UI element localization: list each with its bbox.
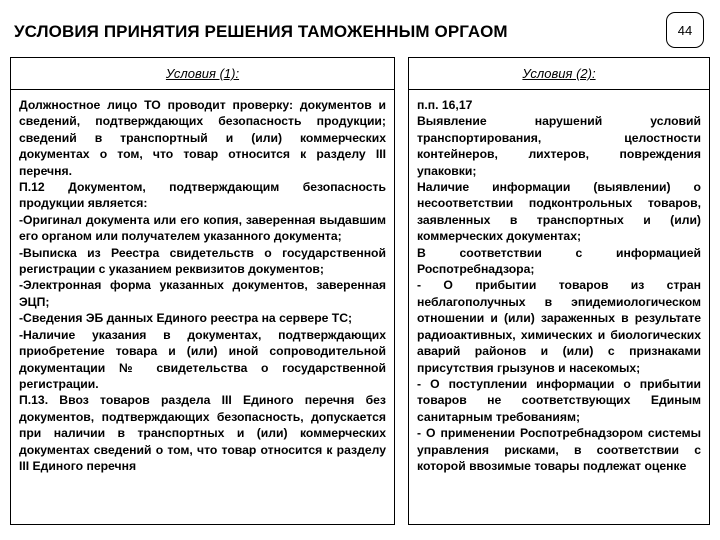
conditions-1-heading: Условия (1): bbox=[11, 58, 394, 90]
paragraph: В соответствии с информацией Роспотребнадзора; bbox=[417, 245, 701, 277]
paragraph: Выявление нарушений условий транспортирования, целостности контейнеров, лихтеров, повреждения упаковки; bbox=[417, 114, 701, 178]
paragraph: Должностное лицо ТО проводит проверку: документов и сведений, подтверждающих безопасность продукции; сведений в транспортный и (или) коммерческих документах о том, что товар относится к разделу III перечня. bbox=[19, 98, 386, 178]
paragraph: п.п. 16,17 bbox=[417, 98, 473, 112]
conditions-1-panel bbox=[10, 57, 395, 525]
paragraph: -Оригинал документа или его копия, заверенная выдавшим его органом или получателем указанного документа; bbox=[19, 212, 386, 244]
paragraph: -Наличие указания в документах, подтверждающих приобретение товара и (или) иной сопроводительной документации № свидетельства о государственной регистрации. bbox=[19, 327, 386, 391]
slide-number-badge bbox=[666, 12, 704, 48]
slide-number: 44 bbox=[677, 22, 693, 38]
conditions-2-panel bbox=[408, 57, 710, 525]
paragraph: -Электронная форма указанных документов, заверенная ЭЦП; bbox=[19, 278, 386, 309]
conditions-1-body bbox=[19, 97, 386, 474]
paragraph: П.12 Документом, подтверждающим безопасность продукции является: bbox=[19, 180, 386, 211]
paragraph: -Выписка из Реестра свидетельств о государственной регистрации с указанием реквизитов документов; bbox=[19, 245, 386, 277]
paragraph: П.13. Ввоз товаров раздела III Единого перечня без документов, подтверждающих безопасность, допускается при наличии в транспортных и (или) коммерческих документах сведений о том, что товар относится к разделу III Единого перечня bbox=[19, 393, 386, 473]
page-title: УСЛОВИЯ ПРИНЯТИЯ РЕШЕНИЯ ТАМОЖЕННЫМ ОРГАОМ bbox=[14, 22, 508, 41]
paragraph: Наличие информации (выявлении) о несоответствии подконтрольных товаров, заявленных в транспортных и (или) коммерческих документах; bbox=[417, 180, 701, 244]
conditions-2-heading: Условия (2): bbox=[409, 58, 709, 90]
paragraph: - О применении Роспотребнадзором системы управления рисками, в соответствии с которой ввозимые товары подлежат оценке bbox=[417, 426, 701, 473]
conditions-2-body bbox=[417, 97, 701, 474]
paragraph: -Сведения ЭБ данных Единого реестра на сервере ТС; bbox=[19, 311, 353, 326]
paragraph: - О поступлении информации о прибытии товаров не соответствующих Единым санитарным требованиям; bbox=[417, 376, 701, 424]
paragraph: - О прибытии товаров из стран неблагополучных в эпидемиологическом отношении и (или) зараженных в результате радиоактивных, химических и биологических аварий районов и (или) с признаками присутствия грызунов и насекомых; bbox=[417, 278, 701, 375]
